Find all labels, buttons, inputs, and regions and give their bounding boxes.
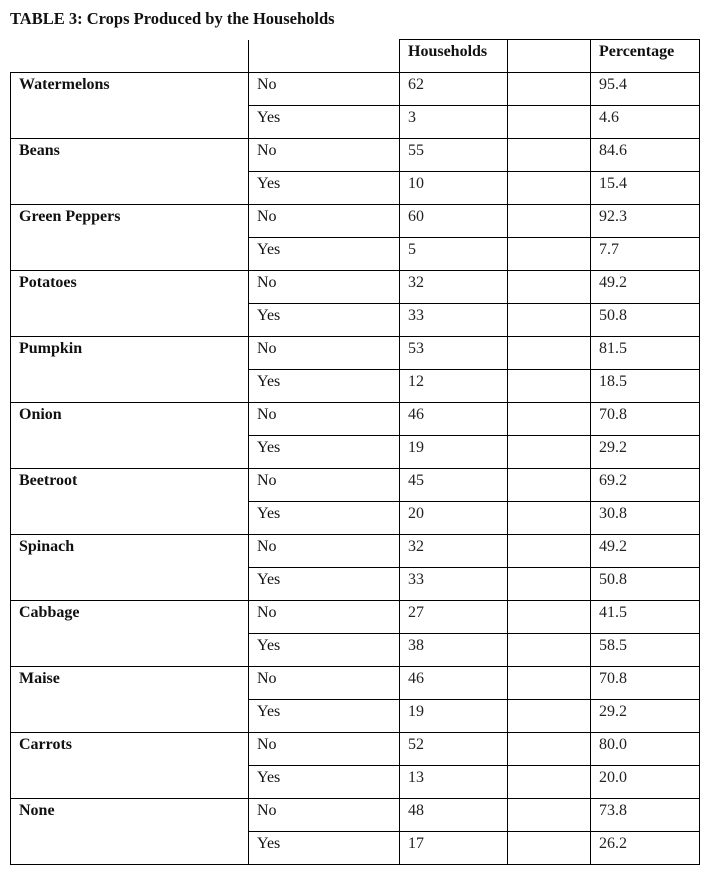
percentage-cell: 30.8 — [591, 502, 700, 535]
response-cell: No — [249, 733, 400, 766]
empty-cell — [508, 535, 591, 568]
households-header: Households — [400, 40, 508, 73]
empty-cell — [508, 238, 591, 271]
empty-cell — [508, 370, 591, 403]
percentage-cell: 50.8 — [591, 568, 700, 601]
empty-cell — [508, 568, 591, 601]
percentage-cell: 4.6 — [591, 106, 700, 139]
header-empty-cell — [508, 40, 591, 73]
table-row — [11, 403, 700, 436]
response-cell: Yes — [249, 436, 400, 469]
empty-cell — [508, 403, 591, 436]
percentage-cell: 73.8 — [591, 799, 700, 832]
percentage-cell: 80.0 — [591, 733, 700, 766]
table-row — [11, 469, 700, 502]
households-cell: 60 — [400, 205, 508, 238]
table-title: TABLE 3: Crops Produced by the Households — [10, 9, 335, 28]
empty-cell — [508, 502, 591, 535]
households-cell: 38 — [400, 634, 508, 667]
crop-name-cell: Maise — [11, 667, 249, 733]
response-cell: Yes — [249, 832, 400, 865]
percentage-cell: 20.0 — [591, 766, 700, 799]
households-cell: 45 — [400, 469, 508, 502]
response-cell: No — [249, 139, 400, 172]
crop-name-cell: Beetroot — [11, 469, 249, 535]
percentage-cell: 7.7 — [591, 238, 700, 271]
empty-cell — [508, 799, 591, 832]
crop-name-cell: Green Peppers — [11, 205, 249, 271]
households-cell: 33 — [400, 304, 508, 337]
response-cell: No — [249, 73, 400, 106]
crop-name-cell: None — [11, 799, 249, 865]
percentage-cell: 58.5 — [591, 634, 700, 667]
percentage-cell: 84.6 — [591, 139, 700, 172]
table-row — [11, 535, 700, 568]
households-cell: 55 — [400, 139, 508, 172]
percentage-cell: 29.2 — [591, 436, 700, 469]
table-row — [11, 73, 700, 106]
percentage-cell: 15.4 — [591, 172, 700, 205]
response-cell: Yes — [249, 700, 400, 733]
households-cell: 32 — [400, 535, 508, 568]
empty-cell — [508, 139, 591, 172]
empty-cell — [508, 271, 591, 304]
households-cell: 52 — [400, 733, 508, 766]
empty-cell — [508, 172, 591, 205]
crop-name-cell: Spinach — [11, 535, 249, 601]
crop-name-cell: Potatoes — [11, 271, 249, 337]
percentage-cell: 70.8 — [591, 667, 700, 700]
table-row — [11, 139, 700, 172]
households-cell: 19 — [400, 436, 508, 469]
percentage-cell: 26.2 — [591, 832, 700, 865]
percentage-cell: 18.5 — [591, 370, 700, 403]
response-cell: Yes — [249, 304, 400, 337]
crop-name-cell: Carrots — [11, 733, 249, 799]
households-cell: 33 — [400, 568, 508, 601]
empty-cell — [508, 766, 591, 799]
empty-cell — [508, 436, 591, 469]
households-cell: 12 — [400, 370, 508, 403]
table-row — [11, 337, 700, 370]
response-cell: No — [249, 667, 400, 700]
empty-cell — [508, 337, 591, 370]
households-cell: 17 — [400, 832, 508, 865]
empty-cell — [508, 634, 591, 667]
empty-cell — [508, 832, 591, 865]
header-row — [11, 40, 700, 73]
empty-cell — [508, 106, 591, 139]
percentage-cell: 95.4 — [591, 73, 700, 106]
households-cell: 62 — [400, 73, 508, 106]
response-cell: Yes — [249, 634, 400, 667]
households-cell: 19 — [400, 700, 508, 733]
households-cell: 3 — [400, 106, 508, 139]
empty-cell — [508, 667, 591, 700]
response-cell: No — [249, 601, 400, 634]
response-cell: No — [249, 799, 400, 832]
households-cell: 20 — [400, 502, 508, 535]
percentage-cell: 69.2 — [591, 469, 700, 502]
response-cell: No — [249, 337, 400, 370]
households-cell: 5 — [400, 238, 508, 271]
empty-cell — [508, 733, 591, 766]
crops-table — [10, 39, 700, 865]
response-cell: No — [249, 403, 400, 436]
empty-cell — [508, 700, 591, 733]
response-cell: Yes — [249, 568, 400, 601]
households-cell: 27 — [400, 601, 508, 634]
table-row — [11, 205, 700, 238]
empty-cell — [508, 469, 591, 502]
crop-name-cell: Cabbage — [11, 601, 249, 667]
percentage-cell: 49.2 — [591, 271, 700, 304]
percentage-cell: 70.8 — [591, 403, 700, 436]
response-cell: Yes — [249, 766, 400, 799]
table-row — [11, 601, 700, 634]
response-cell: No — [249, 205, 400, 238]
households-cell: 46 — [400, 403, 508, 436]
response-cell: Yes — [249, 106, 400, 139]
households-cell: 13 — [400, 766, 508, 799]
response-cell: No — [249, 271, 400, 304]
crop-name-cell: Beans — [11, 139, 249, 205]
table-row — [11, 733, 700, 766]
header-blank-cell — [11, 40, 249, 73]
response-cell: No — [249, 469, 400, 502]
response-cell: No — [249, 535, 400, 568]
response-cell: Yes — [249, 370, 400, 403]
response-cell: Yes — [249, 172, 400, 205]
households-cell: 53 — [400, 337, 508, 370]
header-blank-cell — [249, 40, 400, 73]
empty-cell — [508, 205, 591, 238]
empty-cell — [508, 304, 591, 337]
households-cell: 10 — [400, 172, 508, 205]
crop-name-cell: Pumpkin — [11, 337, 249, 403]
percentage-cell: 29.2 — [591, 700, 700, 733]
percentage-header: Percentage — [591, 40, 700, 73]
percentage-cell: 50.8 — [591, 304, 700, 337]
crop-name-cell: Watermelons — [11, 73, 249, 139]
empty-cell — [508, 601, 591, 634]
households-cell: 46 — [400, 667, 508, 700]
percentage-cell: 81.5 — [591, 337, 700, 370]
empty-cell — [508, 73, 591, 106]
response-cell: Yes — [249, 238, 400, 271]
percentage-cell: 49.2 — [591, 535, 700, 568]
response-cell: Yes — [249, 502, 400, 535]
table-row — [11, 799, 700, 832]
households-cell: 32 — [400, 271, 508, 304]
table-row — [11, 667, 700, 700]
percentage-cell: 41.5 — [591, 601, 700, 634]
households-cell: 48 — [400, 799, 508, 832]
table-row — [11, 271, 700, 304]
percentage-cell: 92.3 — [591, 205, 700, 238]
crop-name-cell: Onion — [11, 403, 249, 469]
